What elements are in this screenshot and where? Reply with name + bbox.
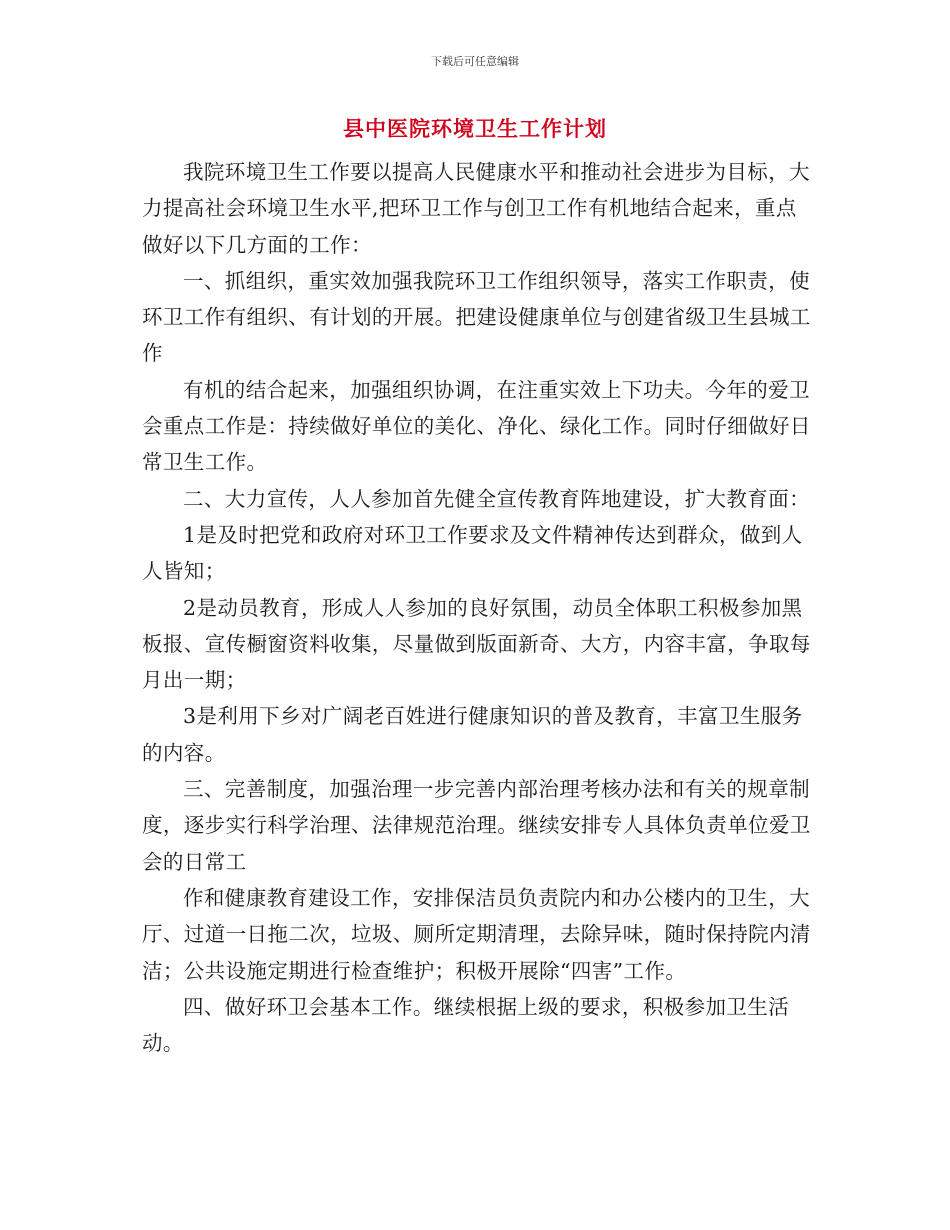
paragraph-section-1-cont: 有机的结合起来，加强组织协调，在注重实效上下功夫。今年的爱卫会重点工作是：持续做好单位的美化、净化、绿化工作。同时仔细做好日常卫生工作。 <box>142 377 811 475</box>
document-body <box>142 154 814 1061</box>
paragraph-section-1: 一、抓组织，重实效加强我院环卫工作组织领导，落实工作职责，使环卫工作有组织、有计划的开展。把建设健康单位与创建省级卫生县城工作 <box>142 268 811 366</box>
paragraph-section-4: 四、做好环卫会基本工作。继续根据上级的要求，积极参加卫生活动。 <box>142 994 790 1056</box>
paragraph-section-2: 二、大力宣传，人人参加首先健全宣传教育阵地建设，扩大教育面： <box>183 486 810 511</box>
paragraph-intro: 我院环境卫生工作要以提高人民健康水平和推动社会进步为目标，大力提高社会环境卫生水平,把环卫工作与创卫工作有机地结合起来，重点做好以下几方面的工作： <box>142 160 810 257</box>
paragraph-item-2: 2是动员教育，形成人人参加的良好氛围，动员全体职工积极参加黑板报、宣传橱窗资料收集，尽量做到版面新奇、大方，内容丰富，争取每月出一期； <box>142 595 811 693</box>
document-title: 县中医院环境卫生工作计划 <box>343 117 607 141</box>
paragraph-item-3: 3是利用下乡对广阔老百姓进行健康知识的普及教育，丰富卫生服务的内容。 <box>142 704 803 765</box>
header-note: 下载后可任意编辑 <box>431 55 519 68</box>
paragraph-item-1: 1是及时把党和政府对环卫工作要求及文件精神传达到群众，做到人人皆知； <box>142 522 803 584</box>
paragraph-section-3: 三、完善制度，加强治理一步完善内部治理考核办法和有关的规章制度，逐步实行科学治理、法律规范治理。继续安排专人具体负责单位爱卫会的日常工 <box>142 777 811 874</box>
paragraph-section-3-cont: 作和健康教育建设工作，安排保洁员负责院内和办公楼内的卫生，大厅、过道一日拖二次，垃圾、厕所定期清理，去除异味，随时保持院内清洁；公共设施定期进行检查维护；积极开展除“四害”工作。 <box>142 885 811 983</box>
